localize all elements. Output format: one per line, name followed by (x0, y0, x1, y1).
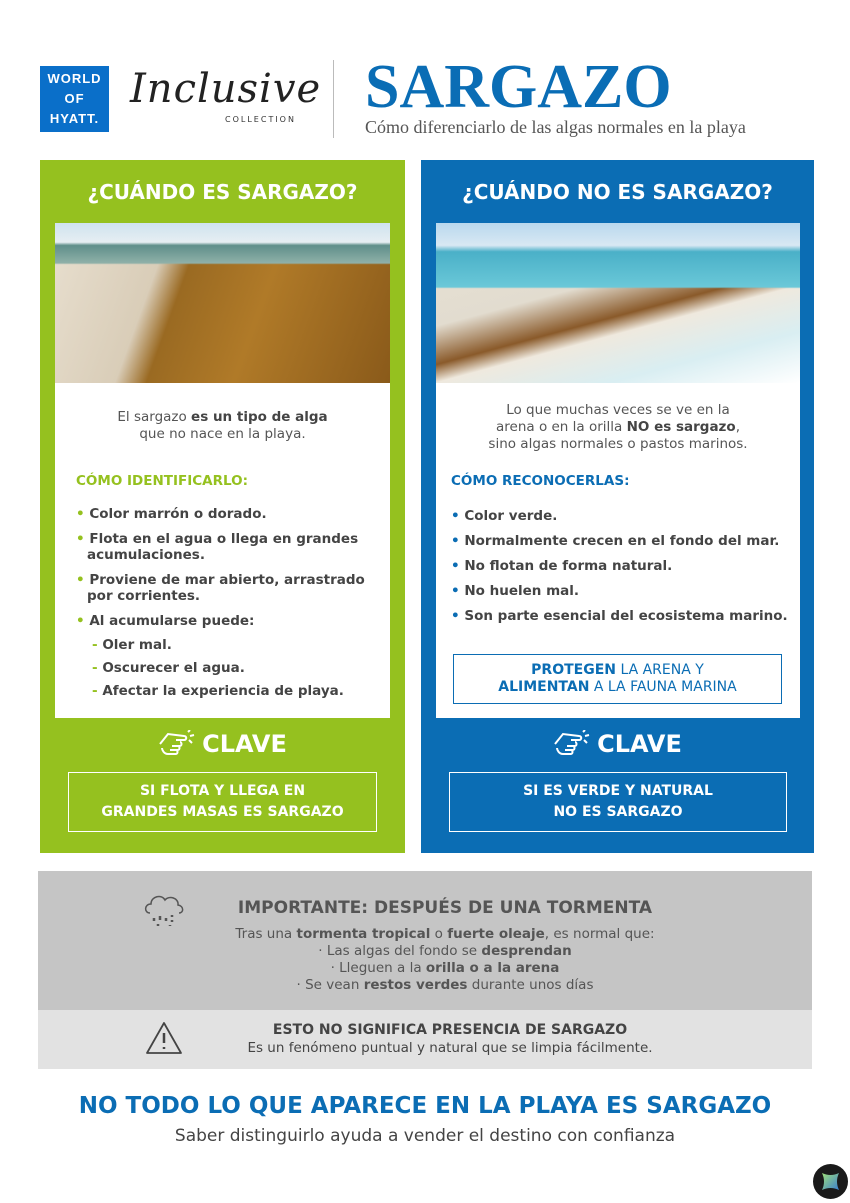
seaweed-beach-photo (436, 223, 800, 383)
section-subtitle: CÓMO RECONOCERLAS: (451, 473, 630, 489)
list-item: • No huelen mal. (451, 583, 580, 599)
intro-text: El sargazo es un tipo de alga que no nace en la playa. (117, 409, 328, 442)
identify-list (76, 506, 390, 706)
pointing-hand-icon (553, 730, 591, 756)
page-subtitle: Cómo diferenciarlo de las algas normales en la playa (365, 117, 746, 137)
notice-title: ESTO NO SIGNIFICA PRESENCIA DE SARGAZO (272, 1022, 628, 1038)
inclusive-collection-logo: Inclusive COLLECTION (130, 66, 322, 124)
footer-title: NO TODO LO QUE APARECE EN LA PLAYA ES SARGAZO (78, 1093, 772, 1119)
page-title: SARGAZO (365, 53, 672, 121)
not-sargazo-panel (421, 160, 814, 853)
protect-box: PROTEGEN LA ARENA Y ALIMENTAN A LA FAUNA MARINA (453, 654, 782, 704)
header-divider (333, 60, 334, 138)
list-item: • Color verde. (451, 508, 558, 524)
important-text: Tras una tormenta tropical o fuerte oleaje, es normal que: · Las algas del fondo se desprendan · Lleguen a la orilla o a la arena · Se vean restos verdes durante unos días (235, 926, 655, 993)
important-section (38, 871, 812, 1010)
sparkle-badge-icon[interactable] (813, 1164, 848, 1199)
panel-title: ¿CUÁNDO ES SARGAZO? (87, 180, 358, 204)
notice-section (38, 1010, 812, 1069)
list-item: • Color marrón o dorado. (76, 506, 267, 522)
panel-title: ¿CUÁNDO NO ES SARGAZO? (462, 180, 773, 204)
list-item: - Oscurecer el agua. (92, 660, 245, 676)
list-item: • Al acumularse puede: (76, 613, 255, 629)
notice-text: Es un fenómeno puntual y natural que se limpia fácilmente. (247, 1040, 653, 1056)
sargazo-info-card (55, 383, 390, 718)
recognize-list (451, 508, 788, 633)
list-item: - Afectar la experiencia de playa. (92, 683, 344, 699)
key-rule-box: SI FLOTA Y LLEGA EN GRANDES MASAS ES SARGAZO (68, 772, 377, 832)
list-item: - Oler mal. (92, 637, 172, 653)
seaweed-info-card (436, 383, 800, 718)
pointing-hand-icon (158, 730, 196, 756)
list-item: • No flotan de forma natural. (451, 558, 673, 574)
footer-subtitle: Saber distinguirlo ayuda a vender el destino con confianza (174, 1126, 676, 1146)
list-item: • Flota en el agua o llega en grandes acumulaciones. (76, 531, 359, 563)
intro-text: Lo que muchas veces se ve en la arena o en la orilla NO es sargazo, sino algas normales o pastos marinos. (488, 402, 748, 452)
key-rule-box: SI ES VERDE Y NATURAL NO ES SARGAZO (449, 772, 787, 832)
important-title: IMPORTANTE: DESPUÉS DE UNA TORMENTA (237, 898, 653, 918)
clave-heading: CLAVE (40, 730, 405, 758)
section-subtitle: CÓMO IDENTIFICARLO: (76, 473, 248, 489)
list-item: • Son parte esencial del ecosistema marino. (451, 608, 788, 624)
list-item: • Normalmente crecen en el fondo del mar. (451, 533, 780, 549)
world-of-hyatt-logo: WORLD OF HYATT. (40, 66, 109, 132)
list-item: • Proviene de mar abierto, arrastrado por corrientes. (76, 572, 365, 604)
sargazo-beach-photo (55, 223, 390, 383)
sargazo-panel (40, 160, 405, 853)
clave-heading: CLAVE (421, 730, 814, 758)
